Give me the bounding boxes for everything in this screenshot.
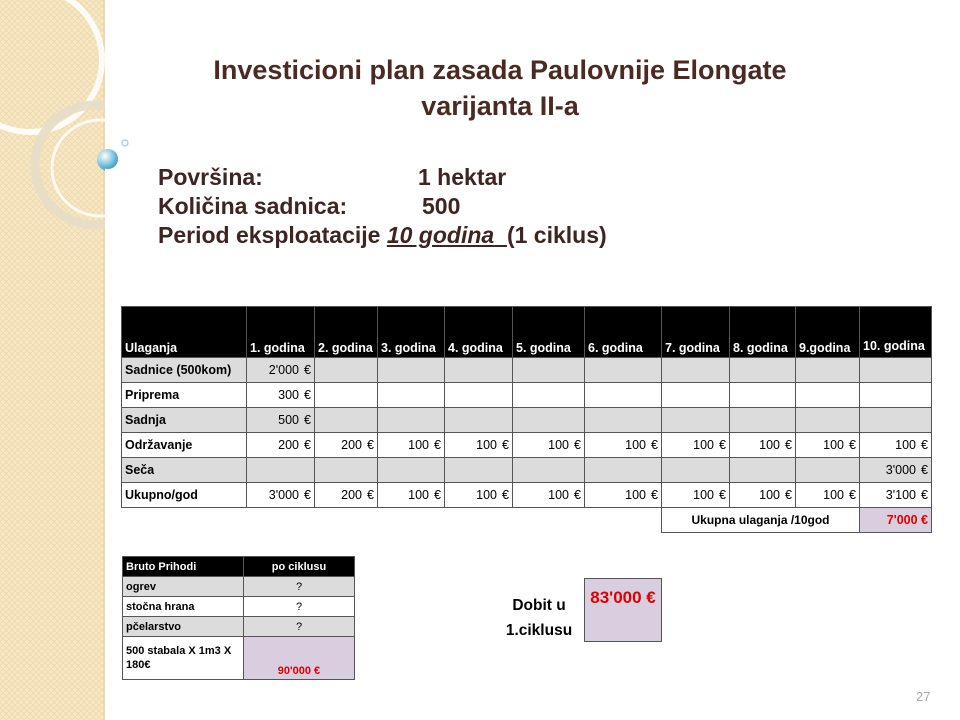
currency-symbol: € [785,488,792,502]
area-label: Površina: [158,164,263,190]
investment-cell [378,408,445,433]
investment-cell [796,383,860,408]
investment-header-cell: Ulaganja [122,307,247,358]
investment-cell [662,483,730,508]
title-line-2: varijanta II-a [421,91,579,121]
investment-cell [585,358,662,383]
investment-cell-value: 3'100 [885,488,916,502]
empty-cell [585,508,662,533]
investment-row [122,408,932,433]
investment-cell-value: 100 [693,488,714,502]
profit-value: 83'000 € [584,578,662,642]
currency-symbol: € [434,438,441,452]
investment-cell [730,433,796,458]
investment-cell [796,458,860,483]
investment-cell-value: 100 [823,438,844,452]
currency-symbol: € [921,438,928,452]
investment-cell [445,408,513,433]
investment-row-label: Seča [122,458,247,483]
empty-cell [445,508,513,533]
currency-symbol: € [304,438,311,452]
investment-cell-value: 100 [625,488,646,502]
currency-symbol: € [785,438,792,452]
investment-table [121,306,932,533]
investment-cell-value: 200 [278,438,299,452]
income-header-label: Bruto Prihodi [123,557,244,577]
currency-symbol: € [304,413,311,427]
investment-cell-value: 100 [693,438,714,452]
investment-header-cell: 5. godina [513,307,585,358]
investment-cell-value: 100 [408,438,429,452]
investment-cell-value: 100 [823,488,844,502]
investment-cell [315,483,378,508]
currency-symbol: € [367,438,374,452]
investment-row [122,458,932,483]
investment-row-label: Priprema [122,383,247,408]
investment-header-cell: 8. godina [730,307,796,358]
decorative-sidebar [0,0,105,720]
investment-cell [860,433,932,458]
investment-cell [860,358,932,383]
investment-cell [445,358,513,383]
income-row-label: ogrev [123,577,244,597]
income-row [123,577,355,597]
info-seedlings [158,192,607,221]
investment-cell [730,408,796,433]
income-total-row [123,637,355,680]
income-row [123,597,355,617]
investment-header-row [122,307,932,358]
investment-cell [247,358,315,383]
currency-symbol: € [574,438,581,452]
income-row-value: ? [244,617,355,637]
investment-header-cell: 6. godina [585,307,662,358]
currency-symbol: € [502,488,509,502]
page-number: 27 [916,689,931,704]
plan-info [158,163,607,250]
period-suffix: (1 ciklus) [506,222,607,248]
currency-symbol: € [651,438,658,452]
currency-symbol: € [849,438,856,452]
investment-cell-value: 100 [548,438,569,452]
investment-row [122,383,932,408]
investment-cell [860,458,932,483]
currency-symbol: € [849,488,856,502]
investment-cell [445,458,513,483]
investment-cell [513,433,585,458]
investment-header-cell: 4. godina [445,307,513,358]
currency-symbol: € [304,363,311,377]
investment-cell [247,433,315,458]
investment-header-cell: 7. godina [662,307,730,358]
investment-cell [662,383,730,408]
info-area [158,163,607,192]
slide-title [120,52,880,124]
investment-cell [662,458,730,483]
investment-header-cell: 2. godina [315,307,378,358]
profit-label: Dobit u 1.ciklusu [505,597,573,639]
investment-cell-value: 200 [341,438,362,452]
investment-cell-value: 100 [759,438,780,452]
investment-cell-value: 100 [476,488,497,502]
investment-cell-value: 200 [341,488,362,502]
income-header-value: po ciklusu [244,557,355,577]
investment-cell [513,358,585,383]
info-period [158,221,607,250]
investment-cell [315,358,378,383]
investment-cell-value: 100 [625,438,646,452]
income-header-row [123,557,355,577]
investment-row-label: Održavanje [122,433,247,458]
investment-cell [315,458,378,483]
investment-cell [378,433,445,458]
investment-row [122,358,932,383]
investment-cell [860,383,932,408]
investment-cell [315,383,378,408]
investment-header-cell: 9.godina [796,307,860,358]
investment-header-cell: 1. godina [247,307,315,358]
investment-cell [378,483,445,508]
investment-cell [445,483,513,508]
seedlings-label: Količina sadnica: [158,193,348,219]
income-total-value: 90'000 € [244,637,355,680]
investment-cell-value: 100 [759,488,780,502]
investment-cell [730,458,796,483]
investment-cell [247,483,315,508]
investment-cell [730,483,796,508]
currency-symbol: € [921,488,928,502]
total-investment-value: 7'000 € [860,508,932,533]
investment-cell [796,358,860,383]
investment-cell [730,383,796,408]
currency-symbol: € [304,388,311,402]
investment-cell-value: 100 [895,438,916,452]
total-investment-label: Ukupna ulaganja /10god [662,508,860,533]
title-line-1: Investicioni plan zasada Paulovnije Elongate [213,55,787,85]
investment-row-label: Sadnja [122,408,247,433]
currency-symbol: € [434,488,441,502]
currency-symbol: € [719,488,726,502]
investment-cell-value: 2'000 [268,363,299,377]
investment-cell [378,358,445,383]
income-total-label: 500 stabala X 1m3 X 180€ [123,637,244,680]
currency-symbol: € [574,488,581,502]
investment-total-row [122,508,932,533]
investment-cell [662,433,730,458]
investment-header-cell: 3. godina [378,307,445,358]
investment-cell [585,483,662,508]
investment-cell-value: 100 [476,438,497,452]
currency-symbol: € [367,488,374,502]
investment-cell-value: 100 [548,488,569,502]
investment-cell [662,408,730,433]
small-bubble-icon [100,135,130,175]
period-value: 10 godina [386,222,495,248]
seedlings-value: 500 [422,193,461,219]
currency-symbol: € [719,438,726,452]
income-row [123,617,355,637]
investment-row-label: Sadnice (500kom) [122,358,247,383]
investment-cell [513,383,585,408]
investment-cell [662,358,730,383]
investment-cell-value: 100 [408,488,429,502]
investment-cell [513,458,585,483]
empty-cell [315,508,378,533]
income-row-label: pčelarstvo [123,617,244,637]
income-row-value: ? [244,597,355,617]
investment-cell [585,383,662,408]
area-value: 1 hektar [418,164,507,190]
investment-cell [860,408,932,433]
investment-cell [378,383,445,408]
investment-cell [315,433,378,458]
investment-cell [730,358,796,383]
investment-row-label: Ukupno/god [122,483,247,508]
currency-symbol: € [304,488,311,502]
investment-cell [445,383,513,408]
investment-cell [513,408,585,433]
investment-header-cell: 10. godina [860,307,932,358]
investment-cell [247,458,315,483]
investment-cell [585,408,662,433]
investment-cell-value: 300 [278,388,299,402]
investment-cell [796,408,860,433]
investment-cell [247,408,315,433]
investment-cell [796,483,860,508]
empty-cell [122,508,247,533]
period-label: Period eksploatacije [158,222,381,248]
investment-cell-value: 3'000 [885,463,916,477]
investment-cell [796,433,860,458]
investment-cell [585,433,662,458]
investment-row [122,483,932,508]
currency-symbol: € [651,488,658,502]
currency-symbol: € [502,438,509,452]
investment-cell [860,483,932,508]
income-row-value: ? [244,577,355,597]
gross-income-table [122,556,355,680]
empty-cell [513,508,585,533]
empty-cell [378,508,445,533]
currency-symbol: € [921,463,928,477]
investment-cell-value: 3'000 [268,488,299,502]
income-row-label: stočna hrana [123,597,244,617]
investment-cell [378,458,445,483]
investment-cell [247,383,315,408]
investment-cell-value: 500 [278,413,299,427]
investment-row [122,433,932,458]
empty-cell [247,508,315,533]
investment-cell [315,408,378,433]
investment-cell [513,483,585,508]
investment-cell [445,433,513,458]
investment-cell [585,458,662,483]
